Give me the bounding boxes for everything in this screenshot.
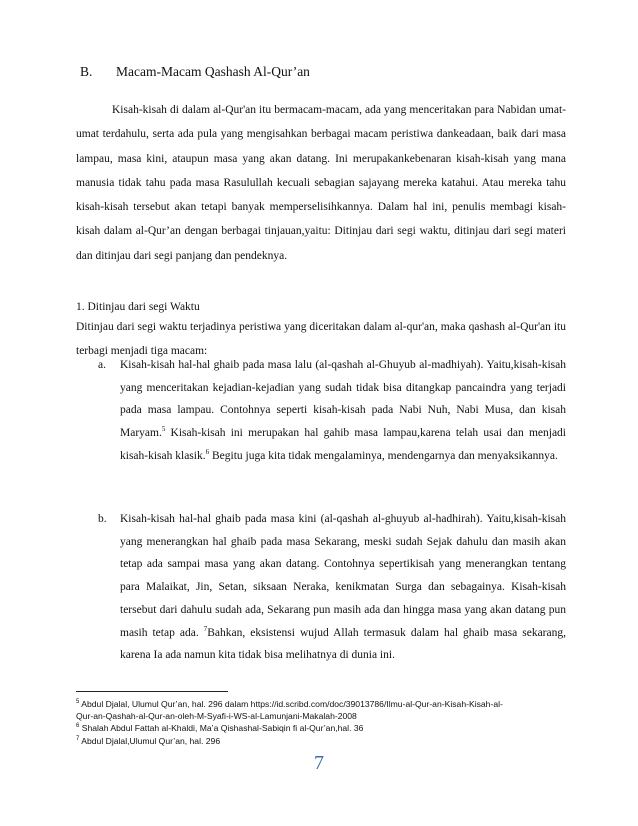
footnote-ref-7[interactable]: 7 — [203, 624, 208, 633]
heading-letter: B. — [80, 64, 93, 79]
item-a-part3: Begitu juga kita tidak mengalaminya, mendengarnya dan menyaksikannya. — [209, 449, 558, 462]
footnote-ref-5[interactable]: 5 — [161, 425, 166, 434]
footnote-5-continued: Qur-an-Qashah-al-Qur-an-oleh-M-Syafi-i-WS-al-Lamunjani-Makalah-2008 — [76, 711, 357, 722]
footnote-text: Shalah Abdul Fattah al-Khaldi, Ma’a Qishashal-Sabiqin fi al-Qur’an,hal. 36 — [81, 723, 364, 734]
item-b-part2: Bahkan, eksistensi wujud Allah termasuk dalam hal ghaib masa sekarang, karena Ia ada namun kita tidak bisa melihatnya di dunia ini. — [120, 626, 566, 662]
footnote-5 — [76, 698, 576, 710]
footnote-number: 5 — [76, 699, 80, 706]
footnotes — [76, 698, 576, 747]
list-item-b-text — [120, 508, 566, 667]
footnote-number: 7 — [76, 735, 80, 742]
footnote-6 — [76, 722, 576, 734]
list-item-a-text — [120, 354, 566, 468]
footnote-separator — [76, 691, 228, 692]
footnote-text: Abdul Djalal, Ulumul Qur’an, hal. 296 dalam https://id.scribd.com/doc/39013786/Ilmu-al-Qur-an-Kisah-Kisah-al- — [81, 699, 503, 709]
intro-paragraph: Kisah-kisah di dalam al-Qur'an itu bermacam-macam, ada yang menceritakan para Nabidan umat-umat terdahulu, serta ada pula yang mengisahkan berbagai macam peristiwa dankeadaan, baik dari masa lampau, masa kini, ataupun masa yang akan datang. Ini merupakankebenaran kisah-kisah yang mana manusia tidak tahu pada masa Rasulullah kecuali sebagian sajayang mereka katahui. Atau mereka tahu kisah-kisah tersebut akan tetapi banyak memperselisihkannya. Dalam hal ini, penulis membagi kisah-kisah dalam al-Qur’an dengan berbagai tinjauan,yaitu: Ditinjau dari segi waktu, ditinjau dari segi materi dan ditinjau dari segi panjang dan pendeknya. — [76, 104, 566, 262]
list-marker-a: a. — [98, 359, 106, 371]
list-item-a — [76, 354, 566, 468]
footnote-7 — [76, 735, 576, 747]
page-number: 7 — [314, 752, 324, 774]
footnote-text: Abdul Djalal,Ulumul Qur’an, hal. 296 — [81, 735, 221, 746]
heading-title: Macam-Macam Qashash Al-Qur’an — [116, 64, 310, 79]
item-b-part1: Kisah-kisah hal-hal ghaib pada masa kini (al-qashah al-ghuyub al-hadhirah). Yaitu,kisah-kisah yang menerangkan hal ghaib pada masa Sekarang, meski sudah Sejak dahulu dan masih akan tetap ada sampai masa yang akan datang. Contohnya sepertikisah yang menerangkan tentang para Malaikat, Jin, Setan, siksaan Neraka, kenikmatan Surga dan sebagainya. Kisah-kisah tersebut dari dahulu sudah ada, Sekarang pun masih ada dan hingga masa yang akan datang pun masih tetap ada. — [120, 513, 566, 639]
footnote-ref-6[interactable]: 6 — [205, 447, 210, 456]
subsection-title: 1. Ditinjau dari segi Waktu — [76, 301, 200, 313]
subsection-intro: Ditinjau dari segi waktu terjadinya peristiwa yang diceritakan dalam al-qur'an, maka qashash al-Qur'an itu terbagi menjadi tiga macam: — [76, 321, 566, 358]
footnote-number: 6 — [76, 723, 80, 730]
list-item-b — [76, 508, 566, 667]
list-marker-b: b. — [98, 513, 107, 525]
item-a-part2: Kisah-kisah ini merupakan hal gahib masa lampau,karena telah usai dan menjadi kisah-kisah klasik. — [120, 427, 566, 462]
item-a-part1: Kisah-kisah hal-hal ghaib pada masa lalu (al-qashah al-Ghuyub al-madhiyah). Yaitu,kisah-kisah yang menceritakan kejadian-kejadian yang sudah tidak bisa ditangkap pancaindra yang terjadi pada masa lampau. Contohnya seperti kisah-kisah pada Nabi Nuh, Nabi Musa, dan kisah Maryam. — [120, 359, 566, 440]
section-heading — [80, 64, 310, 80]
